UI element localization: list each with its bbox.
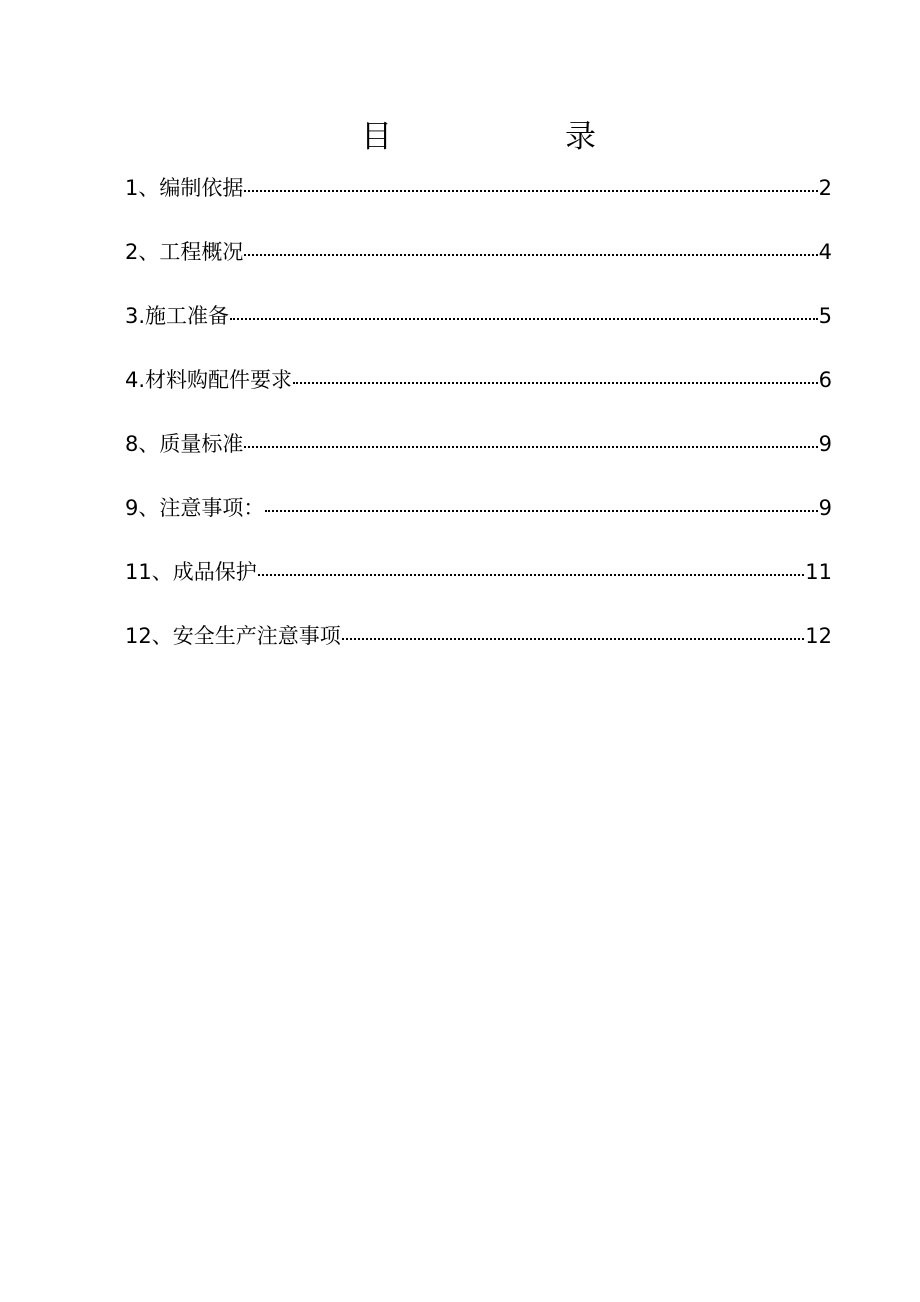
toc-entry-label: 12、安全生产注意事项 [125, 624, 341, 648]
toc-dot-leader [244, 252, 817, 256]
toc-title-char: 目 [361, 119, 392, 155]
toc-dot-leader [244, 444, 817, 448]
toc-entry[interactable] [125, 488, 832, 552]
toc-entry-label: 4.材料购配件要求 [125, 368, 293, 392]
toc-dot-leader [244, 188, 817, 192]
toc-dot-leader [265, 508, 817, 512]
toc-page-number: 6 [818, 368, 832, 392]
toc-list [125, 168, 832, 680]
toc-dot-leader [342, 636, 805, 640]
toc-entry-label: 2、工程概况 [125, 240, 244, 264]
toc-page-number: 11 [805, 560, 832, 584]
toc-entry[interactable] [125, 424, 832, 488]
toc-dot-leader [258, 572, 805, 576]
toc-entry[interactable] [125, 616, 832, 680]
toc-dot-leader [230, 316, 818, 320]
toc-entry-label: 11、成品保护 [125, 560, 257, 584]
toc-entry-label: 1、编制依据 [125, 176, 244, 200]
toc-entry-label: 3.施工准备 [125, 304, 230, 328]
toc-page-number: 9 [818, 496, 832, 520]
toc-page-number: 9 [818, 432, 832, 456]
toc-entry[interactable] [125, 552, 832, 616]
toc-dot-leader [293, 380, 818, 384]
toc-title [0, 112, 920, 162]
toc-entry[interactable] [125, 296, 832, 360]
toc-entry-label: 8、质量标准 [125, 432, 244, 456]
toc-entry[interactable] [125, 168, 832, 232]
toc-entry-label: 9、注意事项： [125, 496, 265, 520]
toc-entry[interactable] [125, 360, 832, 424]
toc-page-number: 12 [805, 624, 832, 648]
toc-page-number: 4 [818, 240, 832, 264]
toc-title-char: 录 [565, 119, 596, 155]
toc-page-number: 5 [818, 304, 832, 328]
toc-page-number: 2 [818, 176, 832, 200]
toc-entry[interactable] [125, 232, 832, 296]
